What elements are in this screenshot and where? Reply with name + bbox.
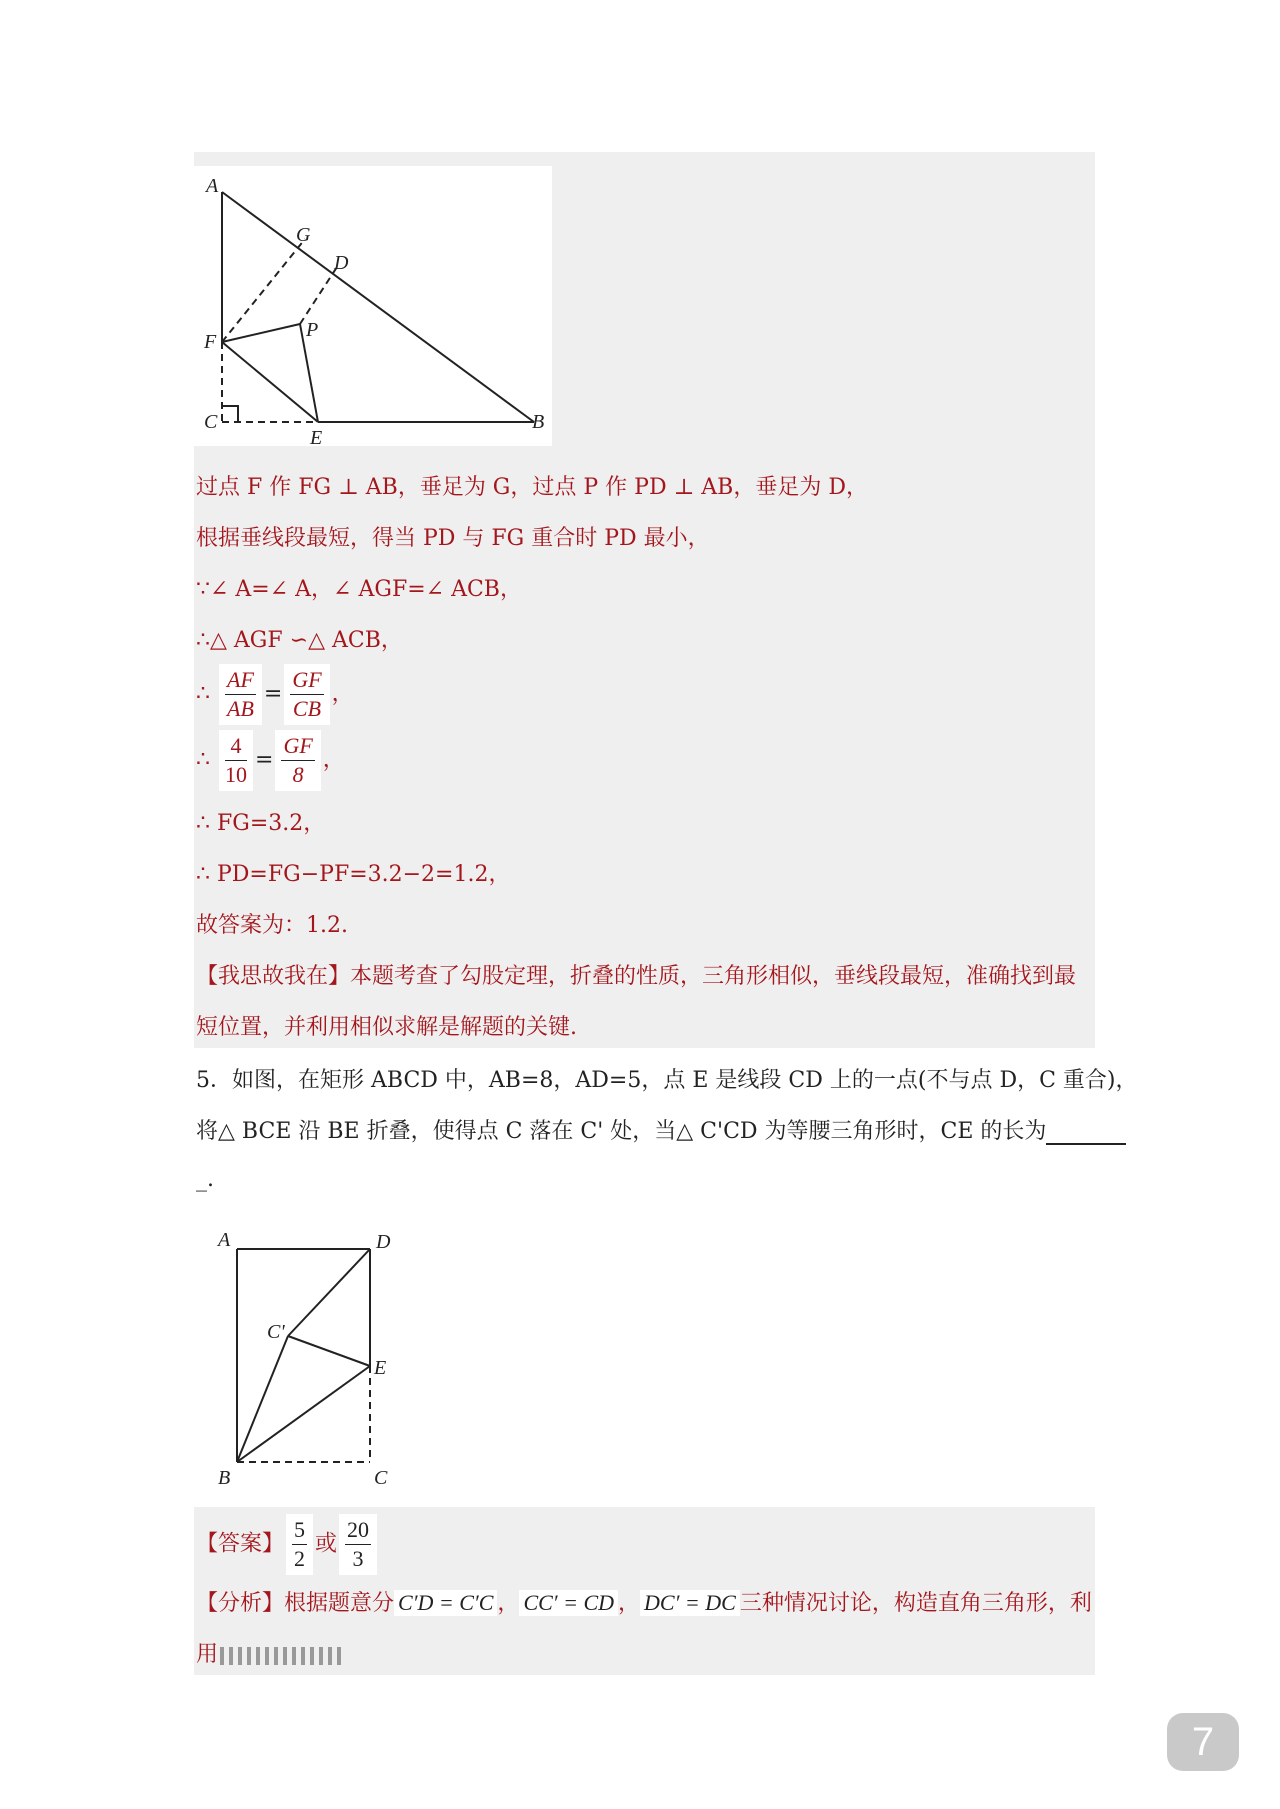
condition-1: C′D = C′C — [394, 1590, 497, 1616]
redacted-text — [220, 1646, 346, 1664]
label-d: D — [334, 252, 349, 274]
analysis-line-2: 用 — [196, 1637, 346, 1668]
condition-3: DC′ = DC — [640, 1590, 740, 1616]
fraction-gf-cb: $\frac{GF}{CB}$ — [284, 664, 329, 725]
rectangle-figure — [210, 1226, 410, 1490]
label-c: C — [374, 1467, 388, 1489]
solution-line-6: ∴ $\frac{4}{10}$ = $\frac{GF}{8}$ ， — [196, 730, 345, 791]
solution-line-7: ∴ FG=3.2， — [196, 811, 326, 836]
label-c: C — [204, 411, 218, 433]
solution-line-3: ∵∠ A=∠ A，∠ AGF=∠ ACB， — [196, 577, 522, 602]
solution-line-5: ∴ $\frac{AF}{AB}$ = $\frac{GF}{CB}$ ， — [196, 664, 354, 725]
label-d: D — [376, 1231, 391, 1253]
condition-2: CC′ = CD — [519, 1590, 618, 1616]
segment-c1e — [288, 1336, 370, 1366]
solution-line-4: ∴△ AGF ∽△ ACB， — [196, 628, 403, 653]
label-c-prime: C' — [267, 1321, 285, 1343]
answer-blank[interactable] — [1046, 1121, 1126, 1145]
solution-line-8: ∴ PD=FG−PF=3.2−2=1.2， — [196, 862, 511, 887]
fraction-20-3: $\frac{20}{3}$ — [339, 1514, 377, 1575]
page-number-badge: 7 — [1167, 1713, 1239, 1771]
question5-line-3: _. — [196, 1167, 214, 1192]
solution-line-1: 过点 F 作 FG ⊥ AB，垂足为 G，过点 P 作 PD ⊥ AB，垂足为 D， — [196, 475, 868, 500]
question5-line-2: 将△ BCE 沿 BE 折叠，使得点 C 落在 C' 处，当△ C'CD 为等腰三角形时，CE 的长为 — [196, 1114, 1126, 1145]
label-b: B — [532, 411, 545, 433]
label-f: F — [204, 331, 217, 353]
label-a: A — [218, 1229, 231, 1251]
question5-line-1: 5．如图，在矩形 ABCD 中，AB=8，AD=5，点 E 是线段 CD 上的一点(不与点 D，C 重合)， — [196, 1068, 1138, 1093]
solution-line-9: 故答案为：1.2. — [196, 913, 348, 938]
label-e: E — [310, 427, 323, 446]
analysis-line-1: 【分析】根据题意分 C′D = C′C ， CC′ = CD ， DC′ = DC 三种情况讨论，构造直角三角形，利 — [196, 1590, 1092, 1616]
fraction-gf-8: $\frac{GF}{8}$ — [275, 730, 320, 791]
triangle-figure — [194, 166, 552, 446]
fraction-4-10: $\frac{4}{10}$ — [219, 730, 253, 791]
label-p: P — [306, 319, 319, 341]
fraction-5-2: $\frac{5}{2}$ — [286, 1514, 313, 1575]
segment-dc1 — [288, 1249, 370, 1336]
solution-line-11: 短位置，并利用相似求解是解题的关键. — [196, 1015, 577, 1040]
label-g: G — [296, 224, 311, 246]
label-e: E — [374, 1357, 387, 1379]
fraction-af-ab: $\frac{AF}{AB}$ — [219, 664, 262, 725]
answer-line: 【答案】 $\frac{5}{2}$ 或 $\frac{20}{3}$ — [196, 1514, 379, 1575]
label-a: A — [206, 175, 219, 197]
solution-line-2: 根据垂线段最短，得当 PD 与 FG 重合时 PD 最小， — [196, 526, 710, 551]
solution-line-10: 【我思故我在】本题考查了勾股定理，折叠的性质，三角形相似，垂线段最短，准确找到最 — [196, 964, 1077, 989]
label-b: B — [218, 1467, 231, 1489]
